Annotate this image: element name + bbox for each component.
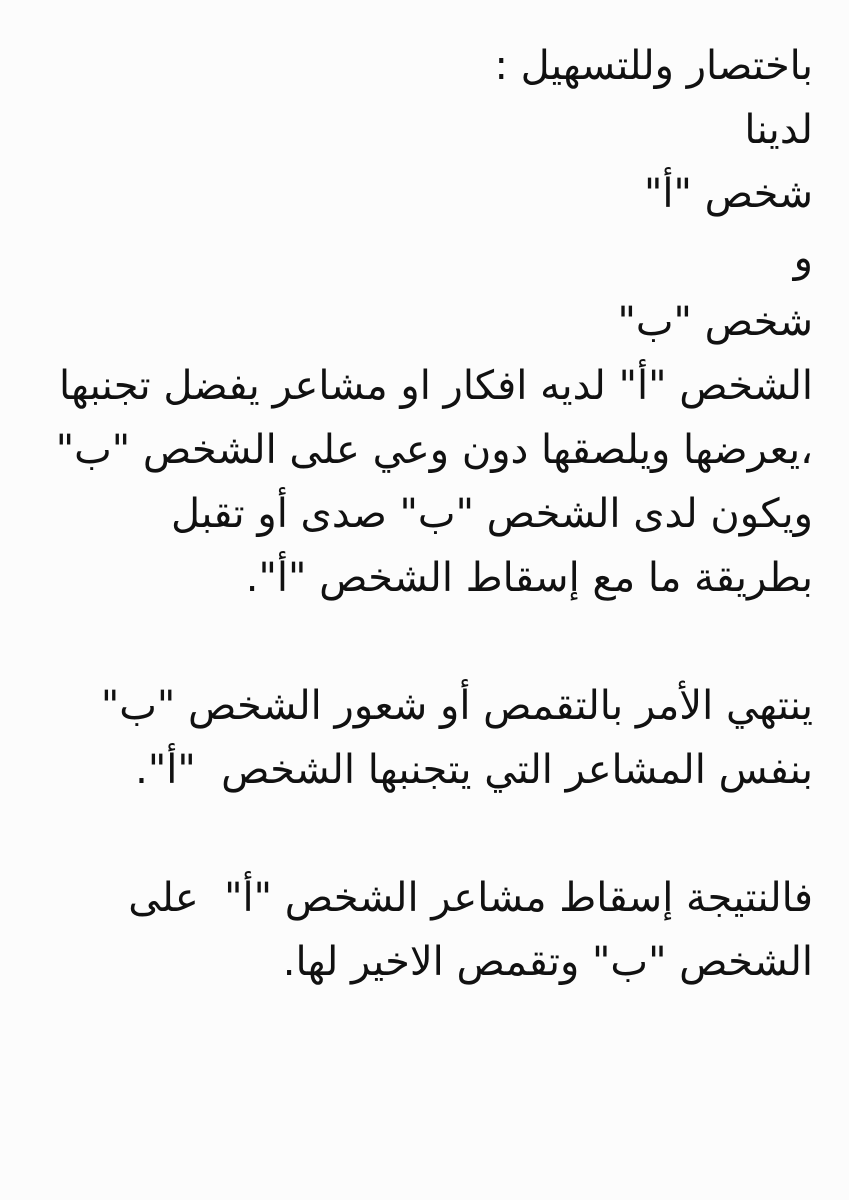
paragraph-1-line: ويكون لدى الشخص "ب" صدى أو تقبل (170, 491, 813, 537)
text-line: و (793, 235, 813, 281)
arabic-text-block (23, 34, 813, 994)
paragraph-2-line: ينتهي الأمر بالتقمص أو شعور الشخص "ب" (100, 683, 813, 729)
text-line: شخص "أ" (644, 171, 813, 217)
paragraph-1-line: بطريقة ما مع إسقاط الشخص "أ". (245, 555, 813, 601)
paragraph-3-line: الشخص "ب" وتقمص الاخير لها. (282, 939, 813, 985)
paragraph-spacer (23, 610, 813, 674)
paragraph-2-line: بنفس المشاعر التي يتجنبها الشخص "أ". (135, 747, 813, 793)
paragraph-1-line: ،يعرضها ويلصقها دون وعي على الشخص "ب" (55, 427, 813, 473)
intro-line: باختصار وللتسهيل : (494, 43, 813, 89)
paragraph-1-line: الشخص "أ" لديه افكار او مشاعر يفضل تجنبها (58, 363, 813, 409)
text-line: لدينا (744, 107, 813, 153)
paragraph-spacer (23, 802, 813, 866)
text-line: شخص "ب" (617, 299, 813, 345)
paragraph-3-line: فالنتيجة إسقاط مشاعر الشخص "أ" على (128, 875, 813, 921)
